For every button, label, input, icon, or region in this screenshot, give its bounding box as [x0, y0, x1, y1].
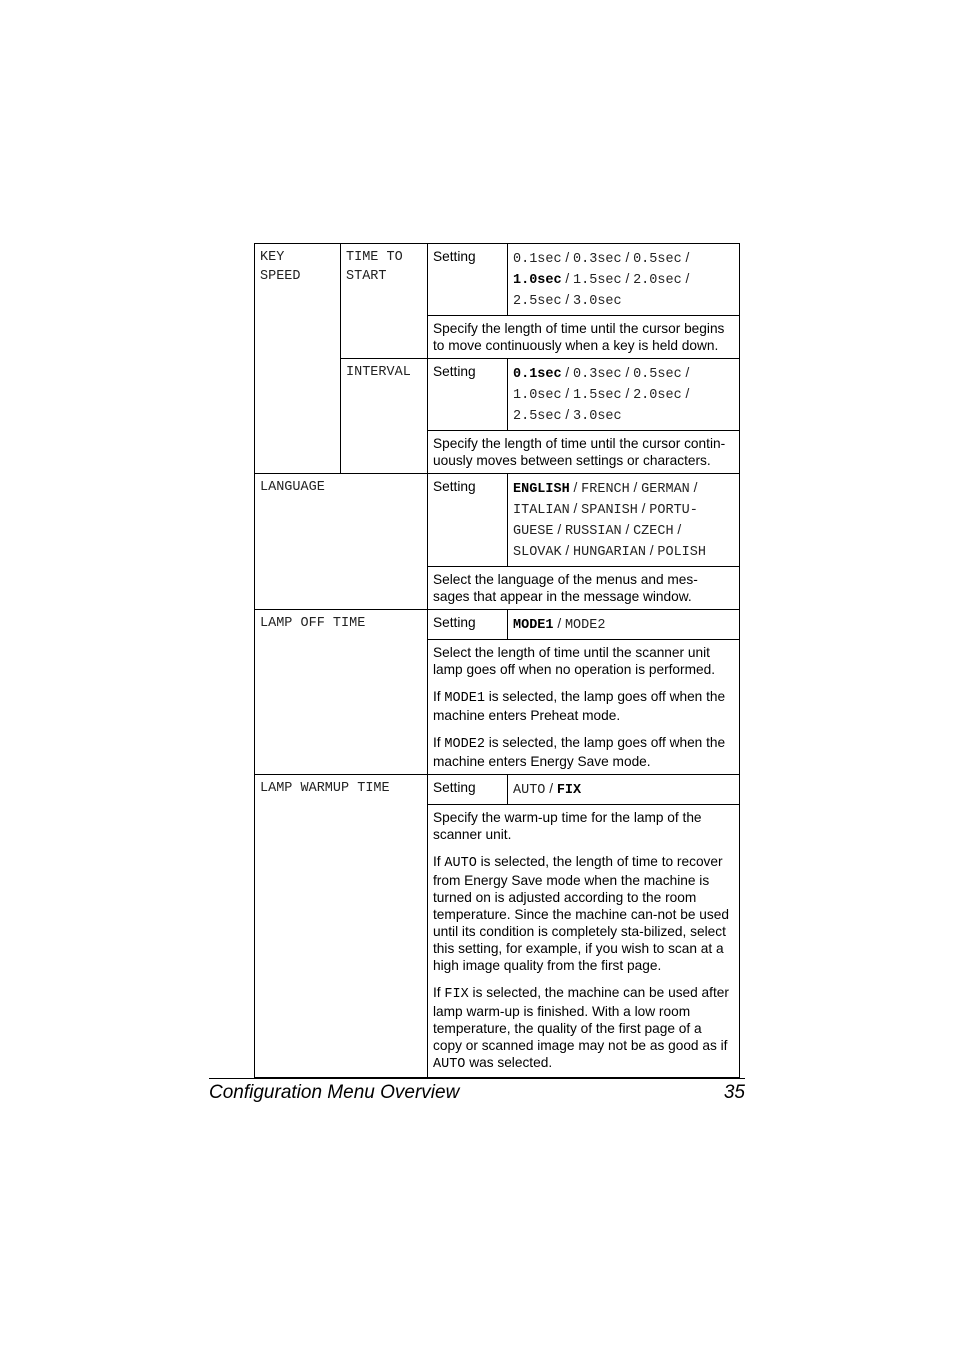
option-value: 1.5sec: [573, 273, 622, 288]
key-speed-time-to-start-setting-row: [255, 244, 740, 316]
option-value: POLISH: [657, 545, 706, 560]
key-speed-label-line2: SPEED: [260, 269, 301, 284]
lamp-off-time-options: MODE1 / MODE2: [508, 610, 740, 640]
option-value: SLOVAK: [513, 545, 562, 560]
option-value: ITALIAN: [513, 503, 570, 518]
option-value: 0.1sec: [513, 252, 562, 267]
lamp-off-time-label: LAMP OFF TIME: [255, 610, 428, 775]
option-value: 2.0sec: [633, 388, 682, 403]
lamp-off-time-mode1-paragraph: [433, 688, 734, 724]
lamp-warmup-time-options: AUTO / FIX: [508, 775, 740, 805]
inline-code: MODE2: [444, 737, 485, 752]
lamp-warmup-time-auto-paragraph: [433, 853, 734, 974]
option-value: MODE2: [564, 618, 606, 633]
lamp-off-time-description: [428, 640, 740, 775]
option-value: 0.3sec: [573, 252, 622, 267]
default-option-value: 1.0sec: [513, 273, 562, 288]
option-value: 2.0sec: [633, 273, 682, 288]
time-to-start-label-line1: TIME TO: [346, 250, 403, 265]
option-value: HUNGARIAN: [573, 545, 646, 560]
text-fragment: is selected, the length of time to recover from Energy Save mode when the machine is turned on is adjusted according to the room temperature. Since the machine can-not be used until its condition is completely sta-bilized, select this setting, for example, if you wish to scan at a high image quality from the first page.: [433, 854, 729, 973]
default-option-value: ENGLISH: [513, 482, 570, 497]
option-value: AUTO: [513, 783, 546, 798]
footer-divider: [209, 1078, 745, 1079]
lamp-warmup-time-desc-paragraph: Specify the warm-up time for the lamp of the scanner unit.: [433, 810, 702, 842]
lamp-warmup-time-label: LAMP WARMUP TIME: [255, 775, 428, 1078]
lamp-off-time-setting-row: [255, 610, 740, 640]
interval-label: INTERVAL: [341, 359, 428, 474]
option-value: GERMAN: [641, 482, 690, 497]
text-fragment: If: [433, 735, 445, 750]
time-to-start-options: 0.1sec / 0.3sec / 0.5sec / 1.0sec / 1.5sec / 2.0sec / 2.5sec / 3.0sec: [508, 244, 740, 316]
option-value: 2.5sec: [513, 294, 562, 309]
inline-code: MODE1: [444, 691, 485, 706]
language-setting-row: [255, 474, 740, 567]
key-speed-label-cell: [255, 244, 341, 474]
language-description: Select the language of the menus and mes-sages that appear in the message window.: [428, 567, 740, 610]
inline-code: AUTO: [444, 856, 477, 871]
text-fragment: is selected, the lamp goes off when the machine enters Energy Save mode.: [433, 735, 726, 769]
option-value: 0.3sec: [573, 367, 622, 382]
lamp-off-time-desc-paragraph: Select the length of time until the scanner unit lamp goes off when no operation is performed.: [433, 645, 716, 677]
language-setting-label: Setting: [428, 474, 508, 567]
interval-setting-label: Setting: [428, 359, 508, 431]
option-value: 1.5sec: [573, 388, 622, 403]
time-to-start-setting-label: Setting: [428, 244, 508, 316]
footer-section-title: Configuration Menu Overview: [209, 1082, 460, 1103]
option-value: 3.0sec: [573, 294, 622, 309]
inline-code: AUTO: [433, 1057, 466, 1072]
option-value: SPANISH: [581, 503, 638, 518]
option-value: CZECH: [633, 524, 674, 539]
time-to-start-description: Specify the length of time until the cursor begins to move continuously when a key is held down.: [428, 316, 740, 359]
interval-options: 0.1sec / 0.3sec / 0.5sec / 1.0sec / 1.5sec / 2.0sec / 2.5sec / 3.0sec: [508, 359, 740, 431]
interval-description: Specify the length of time until the cursor contin-uously moves between settings or characters.: [428, 431, 740, 474]
option-value: 0.5sec: [633, 367, 682, 382]
default-option-value: FIX: [556, 783, 582, 798]
option-value: FRENCH: [581, 482, 630, 497]
language-label: LANGUAGE: [255, 474, 428, 610]
key-speed-label-line1: KEY: [260, 250, 285, 265]
config-menu-table: [254, 243, 740, 1078]
text-fragment: is selected, the machine can be used after lamp warm-up is finished. With a low room temperature, the quality of the first page of a copy or scanned image may not be as good as if: [433, 985, 729, 1053]
option-value: RUSSIAN: [564, 524, 622, 539]
option-value: 1.0sec: [513, 388, 562, 403]
text-fragment: If: [433, 985, 445, 1000]
option-value: PORTU-GUESE: [513, 503, 698, 539]
lamp-warmup-time-description: [428, 805, 740, 1078]
default-option-value: MODE1: [513, 618, 554, 633]
lamp-off-time-setting-label: Setting: [428, 610, 508, 640]
option-value: 2.5sec: [513, 409, 562, 424]
text-fragment: was selected.: [465, 1055, 553, 1070]
text-fragment: If: [433, 689, 445, 704]
lamp-off-time-mode2-paragraph: [433, 734, 734, 770]
time-to-start-label-line2: START: [346, 269, 387, 284]
inline-code: FIX: [444, 987, 469, 1002]
page-number: 35: [723, 1082, 745, 1103]
language-options: ENGLISH / FRENCH / GERMAN / ITALIAN / SPANISH / PORTU-GUESE / RUSSIAN / CZECH / SLOVAK / HUNGARIAN / POLISH: [508, 474, 740, 567]
option-value: 3.0sec: [573, 409, 622, 424]
lamp-warmup-time-fix-paragraph: [433, 984, 734, 1073]
lamp-warmup-time-setting-row: [255, 775, 740, 805]
time-to-start-label-cell: [341, 244, 428, 359]
text-fragment: is selected, the lamp goes off when the machine enters Preheat mode.: [433, 689, 726, 723]
text-fragment: If: [433, 854, 445, 869]
option-value: 0.5sec: [633, 252, 682, 267]
default-option-value: 0.1sec: [513, 367, 562, 382]
lamp-warmup-time-setting-label: Setting: [428, 775, 508, 805]
